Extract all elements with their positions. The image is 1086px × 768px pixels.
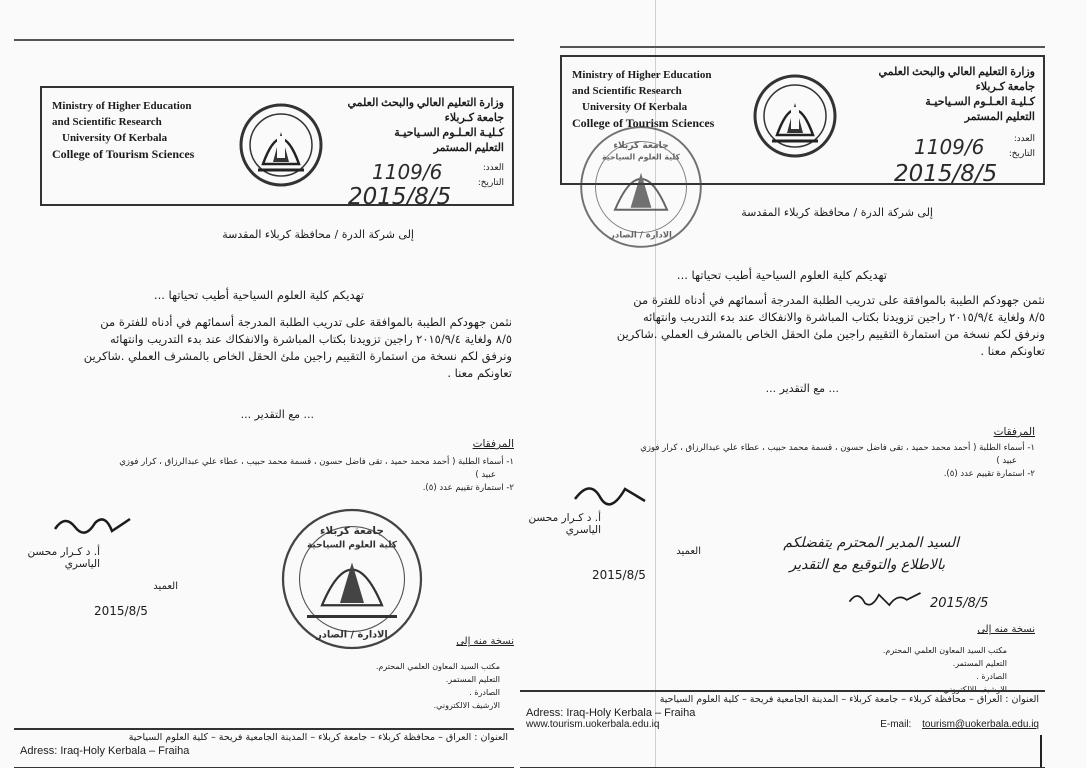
signature-icon (570, 476, 650, 508)
copies-title: نسخة منه إلى (456, 636, 514, 647)
attachment-item: عبيد ) (996, 456, 1017, 466)
signatory-name: أ. د كـرار محسن الياسري (27, 546, 100, 570)
letter-left (14, 0, 514, 768)
date-label: التاريخ: (478, 177, 504, 187)
ministry-line-2: and Scientific Research (572, 85, 682, 97)
copy-item: الارشيف الالكتروني. (433, 701, 500, 710)
copy-item: الصادرة . (469, 688, 500, 697)
email-label: E-mail: (880, 719, 912, 730)
note-line: السيد المدير المحترم يتفضلكم (783, 535, 959, 551)
official-stamp-icon (576, 112, 706, 262)
note-line: بالاطلاع والتوقيع مع التقدير (789, 557, 945, 573)
body-line: ٨/٥ ولغاية ٢٠١٥/٩/٤ راجين تزويدنا بكتاب المباشرة والانفكاك عند بدء التدريب وانتهائه (642, 310, 1045, 324)
attachment-item: ٢- استمارة تقييم عدد (٥). (943, 469, 1035, 479)
letter-footer (14, 728, 514, 768)
handwritten-number: 1109/6 (372, 160, 443, 184)
footer-address-en: Adress: Iraq-Holy Kerbala – Fraiha (526, 707, 696, 719)
body-line: نثمن جهودكم الطيبة بالموافقة على تدريب الطلبة المدرجة أسمائهم في أدناه للفترة من (633, 293, 1045, 307)
stamp-line: الادارة / الصادر (610, 229, 672, 240)
top-rule (14, 39, 514, 41)
signature-date: 2015/8/5 (94, 604, 148, 618)
attachments-title: المرفقات (993, 426, 1035, 438)
ministry-line: Ministry of Higher Education (52, 100, 192, 112)
university-ar: جامعة كـربلاء (975, 81, 1035, 93)
email-link[interactable]: tourism@uokerbala.edu.iq (922, 719, 1039, 730)
handwritten-date: 2015/8/5 (348, 184, 452, 210)
contact-line (520, 719, 1045, 730)
ministry-ar: وزارة التعليم العالي والبحث العلمي (878, 66, 1035, 78)
body-line: ونرفق لكم نسخة من استمارة التقييم راجين ملئ الحقل الخاص بالمشرف العملي .شاكرين (616, 327, 1045, 341)
copies-list (376, 660, 500, 712)
attachment-item: ١- أسماء الطلبة ( أحمد محمد حميد ، تقى فاضل حسون ، قسمة محمد حبيب ، عطاء علي عبدالرزاق ، كرار فوزي (119, 457, 514, 467)
stamp-line: جامعة كربلاء (320, 525, 384, 537)
ministry-line-2: and Scientific Research (52, 116, 162, 128)
copy-item: مكتب السيد المعاون العلمي المحترم. (375, 662, 500, 671)
dept-ar: التعليم المستمر (964, 111, 1035, 123)
letterhead (40, 86, 514, 210)
college-ar: كـليـة العـلـوم السـياحيـة (394, 127, 504, 139)
attachment-item: ٢- استمارة تقييم عدد (٥). (422, 483, 514, 493)
body-line: نثمن جهودكم الطيبة بالموافقة على تدريب الطلبة المدرجة أسمائهم في أدناه للفترة من (100, 315, 512, 329)
recipient: إلى شركة الدرة / محافظة كربلاء المقدسة (222, 228, 414, 241)
university-ar: جامعة كـربلاء (444, 112, 504, 124)
university-line: University Of Kerbala (582, 101, 688, 113)
ministry-ar: وزارة التعليم العالي والبحث العلمي (347, 97, 504, 109)
ministry-line: Ministry of Higher Education (572, 69, 712, 81)
copies-title: نسخة منه إلى (977, 624, 1035, 635)
letter-right (520, 0, 1055, 768)
footer-address-ar: العنوان : العراق – محافظة كربلاء – جامعة كربلاء – المدينة الجامعية فريحة – كلية العلوم السياحية (128, 732, 508, 743)
top-rule (560, 46, 1045, 48)
letter-footer (520, 690, 1045, 768)
stamp-line: الادارة / الصادر (316, 629, 388, 641)
stamp-line: جامعة كربلاء (613, 141, 669, 151)
number-label: العدد: (1014, 133, 1035, 143)
university-line: University Of Kerbala (62, 132, 168, 144)
handwritten-number: 1109/6 (914, 135, 985, 159)
body-line: ٨/٥ ولغاية ٢٠١٥/٩/٤ راجين تزويدنا بكتاب المباشرة والانفكاك عند بدء التدريب وانتهائه (109, 332, 512, 346)
dept-ar: التعليم المستمر (433, 142, 504, 154)
footer-address-ar: العنوان : العراق – محافظة كربلاء – جامعة كربلاء – المدينة الجامعية فريحة – كلية العلوم السياحية (659, 694, 1039, 705)
copy-item: الصادرة . (976, 672, 1007, 681)
greeting: تهديكم كلية العلوم السياحية أطيب تحياتها ... (676, 268, 887, 282)
stamp-line: كلية العلوم السياحية (306, 540, 398, 551)
college-line: College of Tourism Sciences (52, 147, 195, 161)
copy-item: مكتب السيد المعاون العلمي المحترم. (882, 646, 1007, 655)
official-stamp-icon (252, 504, 452, 654)
college-line: College of Tourism Sciences (572, 116, 715, 130)
signature-icon (50, 508, 140, 540)
letter-body (42, 314, 512, 382)
body-line: تعاونكم معنا . (447, 366, 512, 380)
body-line: تعاونكم معنا . (980, 344, 1045, 358)
copy-item: الارشيف الالكتروني. (940, 685, 1007, 694)
copy-item: التعليم المستمر. (445, 675, 500, 684)
regards: ... مع التقدير ... (765, 382, 839, 395)
university-logo-icon (238, 102, 324, 188)
body-line: ونرفق لكم نسخة من استمارة التقييم راجين ملئ الحقل الخاص بالمشرف العملي .شاكرين (83, 349, 512, 363)
recipient: إلى شركة الدرة / محافظة كربلاء المقدسة (741, 206, 933, 219)
college-ar: كـليـة العـلـوم السـياحيـة (925, 96, 1035, 108)
handwritten-note-date: 2015/8/5 (930, 596, 989, 611)
letterhead-english (52, 98, 194, 162)
letter-body (545, 292, 1045, 360)
attachments-list (44, 456, 514, 495)
attachment-item: عبيد ) (475, 470, 496, 480)
email-block (880, 719, 1039, 730)
university-logo-icon (752, 73, 838, 159)
website-link[interactable]: www.tourism.uokerbala.edu.iq (526, 719, 660, 730)
signatory-name: أ. د كـرار محسن الياسري (528, 512, 601, 536)
attachments-title: المرفقات (472, 438, 514, 450)
footer-address-en: Adress: Iraq-Holy Kerbala – Fraiha (20, 745, 190, 757)
handwritten-signature-icon (840, 586, 930, 612)
dean-title: العميد (153, 581, 178, 592)
attachment-item: ١- أسماء الطلبة ( أحمد محمد حميد ، تقى فاضل حسون ، قسمة محمد حبيب ، عطاء علي عبدالرزاق ، كرار فوزي (640, 443, 1035, 453)
stamp-line: كلية العلوم السياحية (601, 152, 681, 162)
regards: ... مع التقدير ... (240, 408, 314, 421)
copy-item: التعليم المستمر. (952, 659, 1007, 668)
number-label: العدد: (483, 162, 504, 172)
signature-date: 2015/8/5 (592, 568, 646, 582)
date-label: التاريخ: (1009, 148, 1035, 158)
greeting: تهديكم كلية العلوم السياحية أطيب تحياتها ... (153, 288, 364, 302)
copies-list (883, 644, 1007, 696)
dean-title: العميد (676, 546, 701, 557)
handwritten-note (783, 532, 959, 576)
handwritten-date: 2015/8/5 (894, 161, 998, 187)
